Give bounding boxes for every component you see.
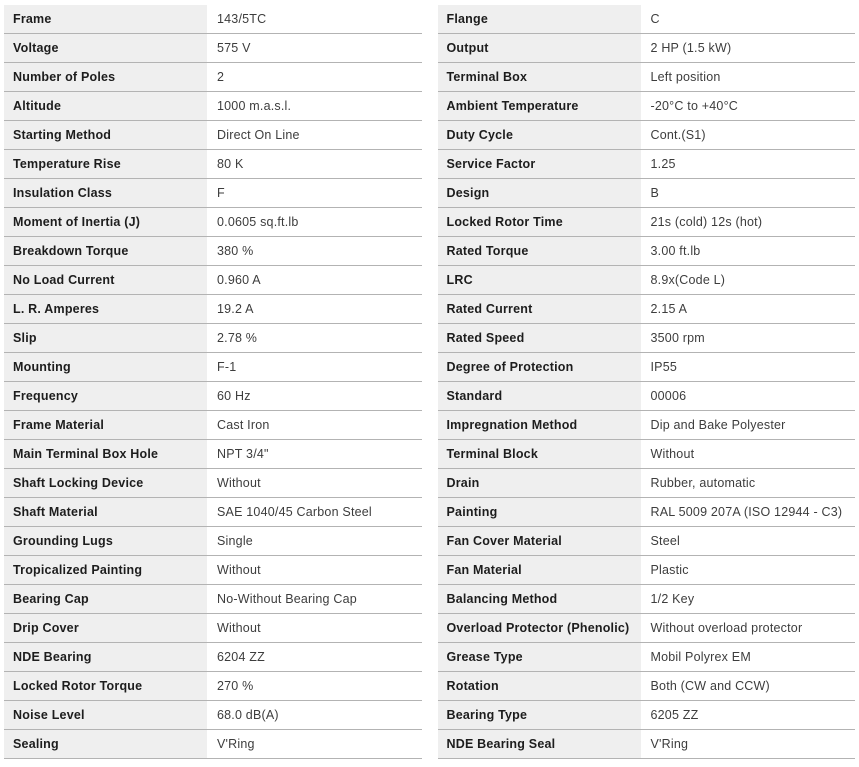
spec-label: Frame Material	[4, 411, 207, 439]
spec-value: 575 V	[207, 34, 422, 62]
spec-value: 2 HP (1.5 kW)	[641, 34, 856, 62]
spec-label: Drip Cover	[4, 614, 207, 642]
spec-value: Without overload protector	[641, 614, 856, 642]
spec-label: Sealing	[4, 730, 207, 758]
spec-value: 6205 ZZ	[641, 701, 856, 729]
spec-row	[438, 266, 856, 295]
spec-label: Overload Protector (Phenolic)	[438, 614, 641, 642]
spec-row	[4, 179, 422, 208]
spec-value: Both (CW and CCW)	[641, 672, 856, 700]
spec-label: Ambient Temperature	[438, 92, 641, 120]
spec-label: Starting Method	[4, 121, 207, 149]
spec-value: Left position	[641, 63, 856, 91]
spec-value: 1/2 Key	[641, 585, 856, 613]
spec-label: Grounding Lugs	[4, 527, 207, 555]
spec-label: Frequency	[4, 382, 207, 410]
spec-label: Locked Rotor Time	[438, 208, 641, 236]
spec-row	[4, 614, 422, 643]
spec-value: 68.0 dB(A)	[207, 701, 422, 729]
spec-label: Rated Torque	[438, 237, 641, 265]
spec-label: Standard	[438, 382, 641, 410]
spec-value: C	[641, 5, 856, 33]
spec-row	[438, 672, 856, 701]
spec-row	[438, 643, 856, 672]
spec-label: Noise Level	[4, 701, 207, 729]
spec-value: NPT 3/4"	[207, 440, 422, 468]
spec-label: Design	[438, 179, 641, 207]
spec-row	[438, 730, 856, 759]
spec-label: Tropicalized Painting	[4, 556, 207, 584]
spec-label: Fan Cover Material	[438, 527, 641, 555]
spec-value: 2.15 A	[641, 295, 856, 323]
spec-value: 00006	[641, 382, 856, 410]
spec-value: 380 %	[207, 237, 422, 265]
spec-label: Fan Material	[438, 556, 641, 584]
spec-row	[438, 527, 856, 556]
spec-row	[4, 324, 422, 353]
spec-label: NDE Bearing Seal	[438, 730, 641, 758]
spec-label: Drain	[438, 469, 641, 497]
spec-value: No-Without Bearing Cap	[207, 585, 422, 613]
spec-value: 2	[207, 63, 422, 91]
spec-row	[4, 5, 422, 34]
spec-row	[438, 179, 856, 208]
spec-value: 19.2 A	[207, 295, 422, 323]
spec-label: Degree of Protection	[438, 353, 641, 381]
spec-value: -20°C to +40°C	[641, 92, 856, 120]
spec-value: Cast Iron	[207, 411, 422, 439]
spec-row	[438, 34, 856, 63]
spec-row	[438, 585, 856, 614]
spec-value: 1000 m.a.s.l.	[207, 92, 422, 120]
spec-value: 80 K	[207, 150, 422, 178]
spec-value: Without	[207, 614, 422, 642]
spec-row	[4, 382, 422, 411]
spec-label: Rated Current	[438, 295, 641, 323]
spec-row	[438, 295, 856, 324]
spec-row	[4, 672, 422, 701]
spec-value: 270 %	[207, 672, 422, 700]
spec-value: 1.25	[641, 150, 856, 178]
spec-row	[4, 63, 422, 92]
spec-label: LRC	[438, 266, 641, 294]
spec-row	[438, 498, 856, 527]
spec-label: NDE Bearing	[4, 643, 207, 671]
spec-row	[438, 440, 856, 469]
spec-value: 60 Hz	[207, 382, 422, 410]
spec-row	[4, 266, 422, 295]
spec-label: Mounting	[4, 353, 207, 381]
spec-value: RAL 5009 207A (ISO 12944 - C3)	[641, 498, 856, 526]
spec-value: Without	[641, 440, 856, 468]
spec-value: 3500 rpm	[641, 324, 856, 352]
spec-row	[4, 527, 422, 556]
spec-row	[438, 121, 856, 150]
spec-label: Rated Speed	[438, 324, 641, 352]
spec-row	[438, 324, 856, 353]
spec-value: 2.78 %	[207, 324, 422, 352]
spec-row	[4, 440, 422, 469]
spec-row	[438, 63, 856, 92]
spec-label: Flange	[438, 5, 641, 33]
spec-value: Mobil Polyrex EM	[641, 643, 856, 671]
spec-label: Duty Cycle	[438, 121, 641, 149]
spec-row	[4, 34, 422, 63]
spec-label: No Load Current	[4, 266, 207, 294]
spec-row	[438, 556, 856, 585]
spec-label: Moment of Inertia (J)	[4, 208, 207, 236]
spec-row	[438, 208, 856, 237]
spec-value: V'Ring	[207, 730, 422, 758]
spec-value: Cont.(S1)	[641, 121, 856, 149]
spec-label: Breakdown Torque	[4, 237, 207, 265]
spec-label: Rotation	[438, 672, 641, 700]
spec-value: Rubber, automatic	[641, 469, 856, 497]
spec-value: Steel	[641, 527, 856, 555]
spec-value: B	[641, 179, 856, 207]
spec-label: Shaft Material	[4, 498, 207, 526]
spec-row	[438, 382, 856, 411]
spec-row	[438, 353, 856, 382]
spec-row	[4, 295, 422, 324]
spec-row	[4, 730, 422, 759]
spec-value: 8.9x(Code L)	[641, 266, 856, 294]
spec-value: Dip and Bake Polyester	[641, 411, 856, 439]
spec-label: Shaft Locking Device	[4, 469, 207, 497]
spec-label: Terminal Box	[438, 63, 641, 91]
spec-value: F-1	[207, 353, 422, 381]
spec-row	[4, 498, 422, 527]
spec-label: Insulation Class	[4, 179, 207, 207]
spec-value: 0.0605 sq.ft.lb	[207, 208, 422, 236]
spec-row	[4, 208, 422, 237]
spec-label: Number of Poles	[4, 63, 207, 91]
spec-row	[4, 585, 422, 614]
spec-row	[4, 353, 422, 382]
spec-label: Terminal Block	[438, 440, 641, 468]
spec-table-right	[438, 5, 856, 759]
spec-value: Without	[207, 556, 422, 584]
spec-row	[438, 237, 856, 266]
spec-label: Temperature Rise	[4, 150, 207, 178]
spec-label: Painting	[438, 498, 641, 526]
spec-value: Plastic	[641, 556, 856, 584]
spec-label: Frame	[4, 5, 207, 33]
spec-row	[438, 5, 856, 34]
spec-label: Grease Type	[438, 643, 641, 671]
spec-label: Output	[438, 34, 641, 62]
spec-value: V'Ring	[641, 730, 856, 758]
spec-label: Locked Rotor Torque	[4, 672, 207, 700]
spec-label: Service Factor	[438, 150, 641, 178]
spec-row	[438, 411, 856, 440]
spec-row	[438, 150, 856, 179]
spec-value: 0.960 A	[207, 266, 422, 294]
spec-row	[438, 92, 856, 121]
spec-value: SAE 1040/45 Carbon Steel	[207, 498, 422, 526]
spec-value: Direct On Line	[207, 121, 422, 149]
spec-row	[4, 150, 422, 179]
spec-value: 143/5TC	[207, 5, 422, 33]
spec-label: Bearing Cap	[4, 585, 207, 613]
spec-row	[438, 701, 856, 730]
spec-row	[4, 469, 422, 498]
spec-row	[4, 701, 422, 730]
spec-label: Balancing Method	[438, 585, 641, 613]
spec-value: 3.00 ft.lb	[641, 237, 856, 265]
spec-label: Main Terminal Box Hole	[4, 440, 207, 468]
spec-row	[438, 614, 856, 643]
spec-row	[4, 92, 422, 121]
spec-value: 21s (cold) 12s (hot)	[641, 208, 856, 236]
spec-row	[4, 643, 422, 672]
spec-row	[4, 237, 422, 266]
spec-value: IP55	[641, 353, 856, 381]
spec-value: Without	[207, 469, 422, 497]
spec-label: Impregnation Method	[438, 411, 641, 439]
spec-value: 6204 ZZ	[207, 643, 422, 671]
spec-value: F	[207, 179, 422, 207]
spec-row	[4, 411, 422, 440]
spec-row	[4, 556, 422, 585]
spec-label: L. R. Amperes	[4, 295, 207, 323]
spec-row	[438, 469, 856, 498]
spec-table-left	[4, 5, 422, 759]
spec-value: Single	[207, 527, 422, 555]
spec-label: Bearing Type	[438, 701, 641, 729]
spec-row	[4, 121, 422, 150]
spec-label: Voltage	[4, 34, 207, 62]
spec-label: Altitude	[4, 92, 207, 120]
spec-label: Slip	[4, 324, 207, 352]
